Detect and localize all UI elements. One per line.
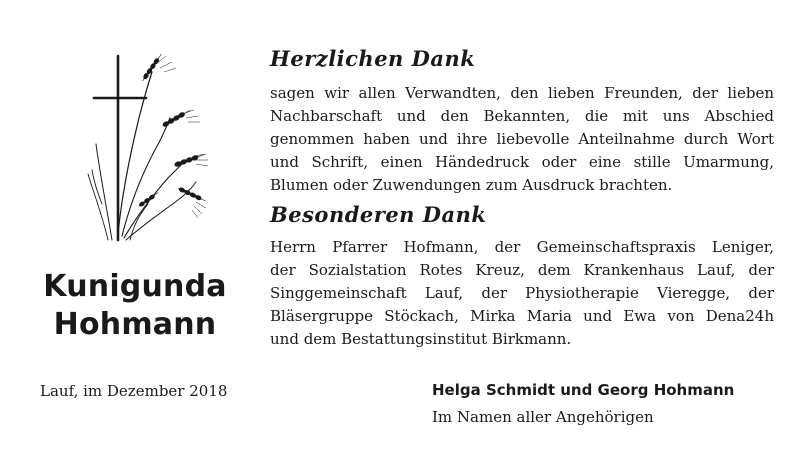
place-and-date: Lauf, im Dezember 2018 [40,382,228,400]
thanks-text-line: sagen wir allen Verwandten, den lieben Freunden, der lieben [270,84,774,102]
signers-subline: Im Namen aller Angehörigen [432,408,654,426]
special-thanks-text-line: Bläsergruppe Stöckach, Mirka Maria und Ewa von Dena24h [270,307,774,325]
cross-with-wheat-icon [82,54,212,244]
special-thanks-text-line: der Sozialstation Rotes Kreuz, dem Krankenhaus Lauf, der [270,261,774,279]
heading-special-thanks: Besonderen Dank [270,202,487,227]
deceased-last-name: Hohmann [53,307,217,342]
deceased-first-name: Kunigunda [43,269,227,304]
thanks-text-line: Blumen oder Zuwendungen zum Ausdruck brachten. [270,176,673,194]
special-thanks-text-line: Singgemeinschaft Lauf, der Physiotherapie Vieregge, der [270,284,774,302]
heading-thanks: Herzlichen Dank [270,46,476,71]
signers: Helga Schmidt und Georg Hohmann [432,381,735,399]
thanks-text-line: genommen haben und ihre liebevolle Anteilnahme durch Wort [270,130,774,148]
thanks-text-line: und Schrift, einen Händedruck oder eine stille Umarmung, [270,153,774,171]
thanks-text-line: Nachbarschaft und den Bekannten, die mit uns Abschied [270,107,774,125]
special-thanks-text-line: und dem Bestattungsinstitut Birkmann. [270,330,572,348]
special-thanks-text-line: Herrn Pfarrer Hofmann, der Gemeinschaftspraxis Leniger, [270,238,774,256]
